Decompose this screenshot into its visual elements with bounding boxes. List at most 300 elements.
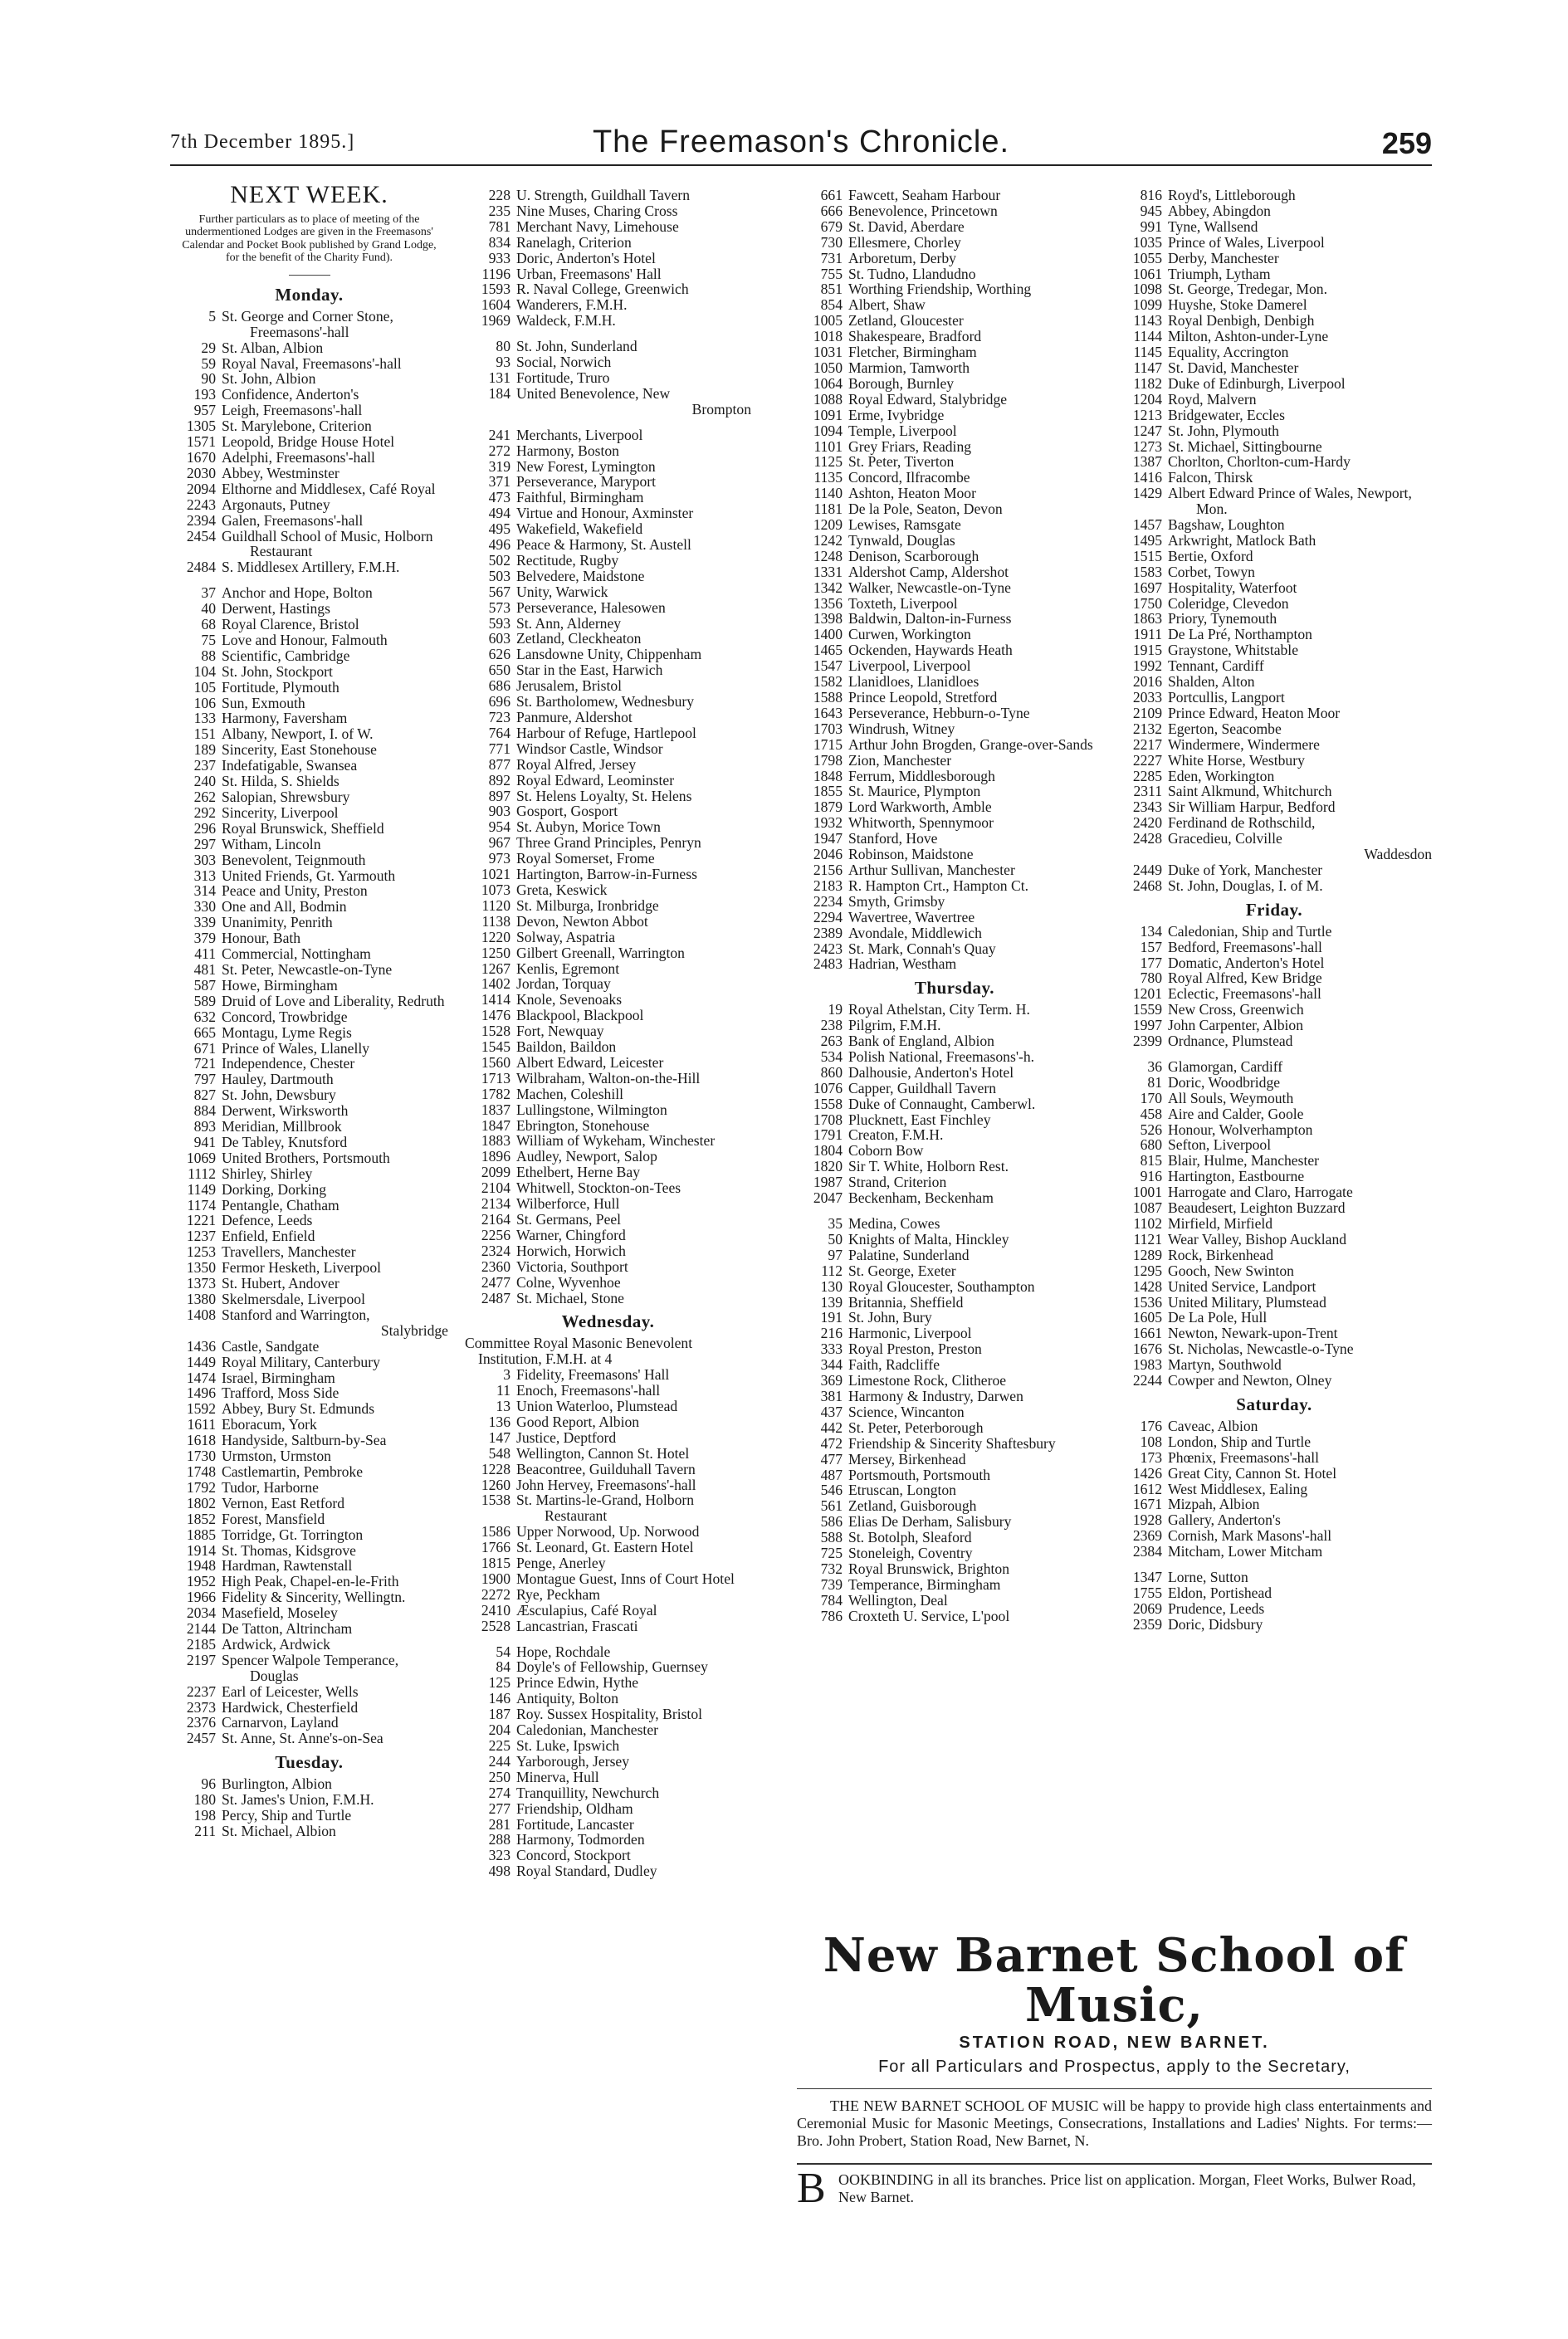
lodge-entry	[170, 1776, 448, 1792]
lodge-entry	[1116, 955, 1432, 971]
lodge-number: 1069	[186, 1149, 216, 1166]
lodge-entry	[465, 789, 751, 804]
lodge-name: Fortitude, Plymouth	[222, 678, 339, 696]
lodge-number: 29	[201, 339, 216, 356]
lodge-entry	[465, 1738, 751, 1754]
lodge-entry	[465, 370, 751, 386]
lodge-number: 477	[820, 1450, 843, 1467]
wednesday-committee: Committee Royal Masonic Benevolent Institution, F.M.H. at 4	[465, 1335, 693, 1368]
lodge-entry	[1116, 1248, 1432, 1263]
lodge-entry	[1116, 281, 1432, 297]
lodge-entry	[465, 188, 751, 203]
lodge-number: 1204	[1132, 390, 1162, 408]
lodge-name: De Tabley, Knutsford	[222, 1133, 348, 1150]
lodge-number: 1879	[813, 798, 843, 816]
lodge-name: Beaudesert, Leighton Buzzard	[1168, 1199, 1346, 1217]
lodge-number: 548	[488, 1444, 510, 1462]
lodge-name: Israel, Birmingham	[222, 1369, 335, 1386]
lodge-entry	[465, 647, 751, 662]
lodge-entry	[170, 1228, 448, 1244]
lodge-name: Chorlton, Chorlton-cum-Hardy	[1168, 453, 1351, 471]
lodge-name: Enfield, Enfield	[222, 1228, 315, 1245]
lodge-entry	[1116, 1570, 1432, 1585]
lodge-number: 1536	[1132, 1293, 1162, 1311]
lodge-name: Perseverance, Maryport	[516, 473, 657, 491]
lodge-number: 90	[201, 370, 216, 388]
lodge-number: 35	[828, 1215, 843, 1232]
lodge-name: Ferrum, Middlesborough	[848, 767, 995, 784]
lodge-name: Shirley, Shirley	[222, 1165, 313, 1182]
next-week-heading: NEXT WEEK.	[230, 181, 388, 208]
lodge-name: De la Pole, Seaton, Devon	[848, 501, 1003, 518]
lodge-entry	[170, 529, 448, 560]
lodge-number: 495	[488, 520, 510, 538]
lodge-entry	[797, 360, 1112, 376]
lodge-name: Prince Edwin, Hythe	[516, 1674, 639, 1692]
lodge-entry	[465, 1492, 751, 1524]
lodge-number: 68	[201, 616, 216, 633]
lodge-number: 1465	[813, 642, 843, 659]
lodge-number: 1802	[186, 1494, 216, 1511]
lodge-name: Graystone, Whitstable	[1168, 642, 1299, 659]
lodge-name: St. Thomas, Kidsgrove	[222, 1541, 356, 1559]
lodge-name: Lansdowne Unity, Chippenham	[516, 646, 702, 663]
lodge-number: 2227	[1132, 751, 1162, 769]
lodge-name: Unity, Warwick	[516, 583, 608, 600]
lodge-entry	[797, 1593, 1112, 1609]
lodge-number: 472	[820, 1434, 843, 1452]
lodge-number: 1571	[186, 433, 216, 451]
lodge-number: 764	[488, 724, 510, 741]
lodge-number: 957	[193, 402, 216, 419]
lodge-entry	[465, 945, 751, 961]
lodge-name: Mirfield, Mirfield	[1168, 1215, 1273, 1232]
lodge-number: 250	[488, 1768, 510, 1785]
lodge-number: 40	[201, 600, 216, 618]
lodge-entry	[1116, 251, 1432, 266]
lodge-name: Friendship, Oldham	[516, 1799, 633, 1817]
lodge-entry	[465, 235, 751, 251]
lodge-name: Jordan, Torquay	[516, 975, 611, 993]
lodge-number: 1605	[1132, 1309, 1162, 1326]
lodge-entry	[797, 266, 1112, 282]
lodge-number: 1426	[1132, 1464, 1162, 1482]
lodge-entry	[797, 486, 1112, 501]
lodge-number: 755	[820, 265, 843, 282]
lodge-name: Star in the East, Harwich	[516, 662, 663, 679]
lodge-name: Domatic, Anderton's Hotel	[1168, 954, 1325, 971]
lodge-number: 193	[193, 386, 216, 403]
lodge-number: 2420	[1132, 814, 1162, 832]
lodge-name: Royd's, Littleborough	[1168, 187, 1296, 203]
lodge-name: Derwent, Wirksworth	[222, 1102, 349, 1120]
lodge-number: 2069	[1132, 1599, 1162, 1617]
lodge-entry	[170, 1041, 448, 1057]
lodge-name-wrap	[1168, 831, 1432, 862]
lodge-number: 1559	[1132, 1001, 1162, 1018]
lodge-name: Zetland, Gloucester	[848, 312, 964, 330]
lodge-name: Carnarvon, Layland	[222, 1714, 339, 1731]
lodge-name: Temple, Liverpool	[848, 422, 957, 439]
lodge-number: 2373	[186, 1698, 216, 1716]
lodge-number: 834	[488, 233, 510, 251]
lodge-name: Polish National, Freemasons'-h.	[848, 1047, 1035, 1065]
lodge-entry	[1116, 815, 1432, 831]
lodge-name: Ethelbert, Herne Bay	[516, 1164, 640, 1181]
lodge-entry	[170, 559, 448, 575]
lodge-number: 1342	[813, 579, 843, 596]
lodge-name: Scientific, Cambridge	[222, 647, 350, 664]
lodge-entry	[465, 631, 751, 647]
lodge-entry	[465, 203, 751, 219]
lodge-entry	[465, 1785, 751, 1801]
lodge-name: St. Peter, Peterborough	[848, 1419, 984, 1436]
lodge-number: 2033	[1132, 689, 1162, 706]
lodge-entry	[797, 533, 1112, 549]
issue-date: 7th December 1895.]	[170, 131, 355, 153]
lodge-name: St. Peter, Tiverton	[848, 453, 955, 471]
lodge-entry	[797, 1143, 1112, 1159]
lodge-entry	[797, 1190, 1112, 1206]
lodge-entry	[1116, 1263, 1432, 1279]
lodge-name: Prince Leopold, Stretford	[848, 689, 998, 706]
lodge-name: Knights of Malta, Hinckley	[848, 1230, 1009, 1248]
lodge-number: 481	[193, 960, 216, 978]
lodge-entry	[465, 882, 751, 898]
lodge-number: 2046	[813, 846, 843, 863]
lodge-entry	[465, 1291, 751, 1306]
lodge-name: Greta, Keswick	[516, 881, 608, 898]
lodge-entry	[797, 439, 1112, 455]
lodge-name: Fidelity & Sincerity, Wellingtn.	[222, 1589, 406, 1606]
lodge-number: 680	[1140, 1136, 1162, 1154]
lodge-number: 180	[193, 1791, 216, 1809]
lodge-name: Sir William Harpur, Bedford	[1168, 798, 1336, 816]
school-description: THE NEW BARNET SCHOOL OF MUSIC will be happy to provide high class entertainments and Ceremonial Music for Masonic Meetings, Consecrations, Installations and Ladies' Nights. For terms:—Bro. John Probert, Station Road, New Barnet, N.	[797, 2097, 1432, 2149]
lodge-name: Trafford, Moss Side	[222, 1384, 339, 1402]
lodge-name: Worthing Friendship, Worthing	[848, 281, 1032, 298]
school-address: STATION ROAD, NEW BARNET.	[959, 2034, 1270, 2052]
lodge-name: Duke of York, Manchester	[1168, 861, 1323, 878]
lodge-name: Royal Athelstan, City Term. H.	[848, 1001, 1030, 1018]
lodge-entry	[797, 1436, 1112, 1452]
lodge-name: Rock, Birkenhead	[1168, 1246, 1274, 1263]
lodge-number: 1429	[1132, 485, 1162, 502]
lodge-number: 671	[193, 1039, 216, 1057]
lodge-number: 2183	[813, 877, 843, 894]
lodge-number: 2047	[813, 1189, 843, 1207]
lodge-name: Marmion, Tamworth	[848, 359, 970, 376]
lodge-entry	[797, 580, 1112, 596]
lodge-entry	[797, 549, 1112, 564]
lodge-entry	[170, 837, 448, 852]
lodge-number: 139	[820, 1293, 843, 1311]
lodge-number: 2423	[813, 940, 843, 957]
publication-title: The Freemason's Chronicle.	[592, 125, 1010, 159]
lodge-entry	[465, 1707, 751, 1722]
lodge-entry	[465, 1133, 751, 1149]
lodge-name: Wakefield, Wakefield	[516, 520, 643, 538]
lodge-number: 2256	[481, 1226, 510, 1243]
lodge-name: John Carpenter, Albion	[1168, 1017, 1303, 1034]
lodge-name: Royal Brunswick, Sheffield	[222, 819, 384, 837]
lodge-name: Montagu, Lyme Regis	[222, 1023, 352, 1041]
lodge-number: 666	[820, 202, 843, 219]
lodge-name: Meridian, Millbrook	[222, 1118, 342, 1135]
lodge-entry	[170, 1480, 448, 1496]
lodge-entry	[465, 694, 751, 710]
lodge-number: 1885	[186, 1526, 216, 1543]
lodge-name-wrap	[222, 1307, 448, 1339]
lodge-name: John Hervey, Freemasons'-hall	[516, 1476, 696, 1493]
lodge-entry	[797, 1248, 1112, 1263]
lodge-name: Arthur Sullivan, Manchester	[848, 861, 1015, 878]
lodge-name: Upper Norwood, Up. Norwood	[516, 1523, 700, 1541]
lodge-name: Yarborough, Jersey	[516, 1752, 630, 1770]
lodge-name: Travellers, Manchester	[222, 1243, 356, 1261]
lodge-number: 780	[1140, 969, 1162, 987]
lodge-name: Eldon, Portishead	[1168, 1584, 1272, 1601]
lodge-number: 1715	[813, 735, 843, 753]
lodge-name: Lewises, Ramsgate	[848, 516, 961, 534]
lodge-number: 238	[820, 1017, 843, 1034]
lodge-name: Arthur John Brogden, Grange-over-Sands	[848, 735, 1093, 753]
lodge-name: United Service, Landport	[1168, 1277, 1316, 1295]
lodge-name: Abbey, Abingdon	[1168, 202, 1271, 219]
lodge-number: 1558	[813, 1095, 843, 1112]
lodge-number: 314	[193, 882, 216, 900]
lodge-number: 1373	[186, 1275, 216, 1292]
lodge-name: Baldwin, Dalton-in-Furness	[848, 610, 1012, 627]
lodge-name: Windrush, Witney	[848, 720, 955, 737]
lodge-number: 851	[820, 281, 843, 298]
lodge-number: 860	[820, 1063, 843, 1081]
lodge-number: 897	[488, 787, 510, 804]
lodge-number: 93	[496, 354, 510, 371]
lodge-number: 731	[820, 249, 843, 266]
lodge-entry	[1116, 1601, 1432, 1617]
lodge-name: Horwich, Horwich	[516, 1242, 626, 1259]
lodge-entry	[170, 899, 448, 915]
lodge-number: 496	[488, 536, 510, 554]
lodge-number: 339	[193, 914, 216, 931]
lodge-number: 679	[820, 217, 843, 235]
lodge-entry	[465, 1023, 751, 1039]
lodge-entry	[797, 627, 1112, 642]
lodge-name: Albert Edward Prince of Wales, Newport, Mon.	[1168, 485, 1412, 518]
lodge-entry	[170, 1401, 448, 1417]
lodge-entry	[170, 726, 448, 742]
lodge-number: 1848	[813, 767, 843, 784]
lodge-number: 204	[488, 1721, 510, 1739]
lodge-entry	[465, 898, 751, 914]
lodge-list-thursday-cont	[1116, 188, 1432, 894]
lodge-name: De La Pole, Hull	[1168, 1309, 1268, 1326]
lodge-number: 1209	[813, 516, 843, 534]
lodge-entry	[465, 1691, 751, 1707]
lodge-entry	[797, 1096, 1112, 1112]
lodge-number: 1457	[1132, 516, 1162, 534]
lodge-name: Etruscan, Longton	[848, 1482, 956, 1499]
lodge-name: Sincerity, Liverpool	[222, 803, 339, 821]
lodge-name: Commercial, Nottingham	[222, 945, 371, 963]
lodge-entry	[465, 1367, 751, 1383]
lodge-name: Druid of Love and Liberality, Redruth	[222, 992, 445, 1009]
lodge-number: 37	[201, 584, 216, 602]
lodge-entry	[1116, 753, 1432, 769]
lodge-number: 1495	[1132, 531, 1162, 549]
lodge-number: 1305	[186, 418, 216, 435]
lodge-name: Caveac, Albion	[1168, 1417, 1258, 1434]
column-3	[797, 188, 1112, 1624]
lodge-number: 1247	[1132, 422, 1162, 439]
lodge-name: Confidence, Anderton's	[222, 386, 359, 403]
lodge-name: Ockenden, Haywards Heath	[848, 642, 1013, 659]
lodge-number: 1703	[813, 720, 843, 737]
lodge-number: 1073	[481, 881, 510, 898]
lodge-entry	[1116, 986, 1432, 1002]
lodge-name: Robinson, Maidstone	[848, 846, 974, 863]
spacer	[1116, 1560, 1432, 1570]
lodge-number: 1076	[813, 1079, 843, 1096]
lodge-entry	[797, 219, 1112, 235]
lodge-number: 892	[488, 771, 510, 789]
lodge-name: Panmure, Aldershot	[516, 709, 633, 725]
lodge-number: 379	[193, 930, 216, 947]
lodge-name: West Middlesex, Ealing	[1168, 1480, 1308, 1497]
lodge-name: Liverpool, Liverpool	[848, 657, 971, 675]
lodge-name: Pilgrim, F.M.H.	[848, 1017, 941, 1034]
lodge-name: Leopold, Bridge House Hotel	[222, 433, 395, 451]
lodge-number: 1035	[1132, 233, 1162, 251]
lodge-number: 1094	[813, 422, 843, 439]
lodge-number: 2399	[1132, 1033, 1162, 1050]
lodge-name: Huyshe, Stoke Damerel	[1168, 296, 1307, 314]
lodge-name: Portsmouth, Portsmouth	[848, 1466, 991, 1483]
lodge-entry	[797, 329, 1112, 344]
lodge-entry	[1116, 1528, 1432, 1544]
lodge-number: 216	[820, 1325, 843, 1342]
lodge-number: 411	[194, 945, 216, 963]
lodge-name: De La Pré, Northampton	[1168, 626, 1312, 643]
lodge-entry	[170, 1087, 448, 1103]
lodge-name: Prince Edward, Heaton Moor	[1168, 704, 1341, 721]
lodge-name: Good Report, Albion	[516, 1413, 640, 1430]
day-heading-tuesday: Tuesday.	[275, 1752, 344, 1773]
lodge-number: 170	[1140, 1089, 1162, 1106]
lodge-entry	[797, 596, 1112, 612]
lodge-name: Wellington, Cannon St. Hotel	[516, 1444, 690, 1462]
lodge-name: Beckenham, Beckenham	[848, 1189, 994, 1207]
lodge-entry	[170, 930, 448, 946]
lodge-name: Royal Clarence, Bristol	[222, 616, 359, 633]
day-heading-monday: Monday.	[275, 284, 344, 305]
lodge-number: 2272	[481, 1585, 510, 1603]
lodge-name: Prince of Wales, Liverpool	[1168, 233, 1325, 251]
lodge-entry	[797, 1341, 1112, 1357]
lodge-name: Windsor Castle, Windsor	[516, 740, 663, 757]
lodge-number: 1196	[481, 265, 510, 282]
lodge-number: 319	[488, 457, 510, 475]
lodge-name: St. David, Manchester	[1168, 359, 1299, 376]
lodge-entry	[170, 1653, 448, 1684]
lodge-number: 786	[820, 1607, 843, 1624]
lodge-number: 81	[1147, 1073, 1162, 1091]
lodge-number: 184	[488, 384, 510, 402]
lodge-name: Benevolent, Teignmouth	[222, 851, 366, 868]
lodge-name: Justice, Deptford	[516, 1428, 617, 1446]
lodge-name: Forest, Mansfield	[222, 1510, 325, 1527]
lodge-number: 1135	[813, 469, 843, 486]
lodge-number: 816	[1140, 187, 1162, 203]
lodge-number: 1018	[813, 328, 843, 345]
lodge-number: 1414	[481, 991, 510, 1008]
lodge-number: 1088	[813, 390, 843, 408]
lodge-number: 112	[821, 1262, 843, 1279]
lodge-entry	[465, 773, 751, 789]
lodge-name: Wilberforce, Hull	[516, 1195, 620, 1213]
lodge-entry	[170, 883, 448, 899]
divider	[797, 2163, 1432, 2165]
lodge-number: 176	[1140, 1417, 1162, 1434]
lodge-number: 130	[820, 1277, 843, 1295]
lodge-name: Sir T. White, Holborn Rest.	[848, 1158, 1009, 1175]
lodge-name: Triumph, Lytham	[1168, 265, 1271, 282]
lodge-number: 502	[488, 551, 510, 569]
lodge-name: S. Middlesex Artillery, F.M.H.	[222, 559, 400, 576]
lodge-entry	[170, 387, 448, 403]
lodge-entry	[1116, 1295, 1432, 1311]
lodge-number: 1804	[813, 1142, 843, 1160]
lodge-name: Waldeck, F.M.H.	[516, 312, 616, 330]
lodge-name: St. Michael, Stone	[516, 1289, 624, 1306]
lodge-number: 11	[496, 1382, 510, 1399]
lodge-number: 1538	[481, 1492, 510, 1509]
lodge-name: Witham, Lincoln	[222, 835, 321, 852]
lodge-number: 781	[488, 217, 510, 235]
lodge-name: St. John, Dewsbury	[222, 1086, 336, 1104]
lodge-entry	[1116, 360, 1432, 376]
lodge-entry	[465, 930, 751, 945]
lodge-name: Honour, Wolverhampton	[1168, 1121, 1313, 1138]
lodge-name: United Brothers, Portsmouth	[222, 1149, 390, 1166]
lodge-number: 1428	[1132, 1277, 1162, 1295]
lodge-number: 1140	[813, 485, 843, 502]
lodge-entry	[797, 878, 1112, 894]
lodge-entry	[1116, 1200, 1432, 1216]
lodge-name: Fidelity, Freemasons' Hall	[516, 1366, 670, 1384]
lodge-number: 1295	[1132, 1262, 1162, 1279]
lodge-number: 263	[820, 1033, 843, 1050]
lodge-number: 272	[488, 442, 510, 459]
lodge-name: Zion, Manchester	[848, 751, 952, 769]
lodge-name: Caledonian, Ship and Turtle	[1168, 922, 1332, 940]
lodge-entry	[170, 1119, 448, 1135]
lodge-number: 686	[488, 677, 510, 695]
lodge-entry	[465, 1259, 751, 1275]
lodge-number: 1400	[813, 626, 843, 643]
lodge-number: 1855	[813, 783, 843, 800]
lodge-list-friday	[1116, 924, 1432, 1389]
lodge-entry	[465, 459, 751, 475]
lodge-number: 1228	[481, 1460, 510, 1477]
lodge-entry	[1116, 1169, 1432, 1184]
lodge-name: Defence, Leeds	[222, 1212, 313, 1229]
lodge-name: Tranquillity, Newchurch	[516, 1784, 660, 1801]
lodge-number: 721	[193, 1055, 216, 1072]
lodge-number: 50	[828, 1230, 843, 1248]
lodge-entry	[797, 1530, 1112, 1545]
